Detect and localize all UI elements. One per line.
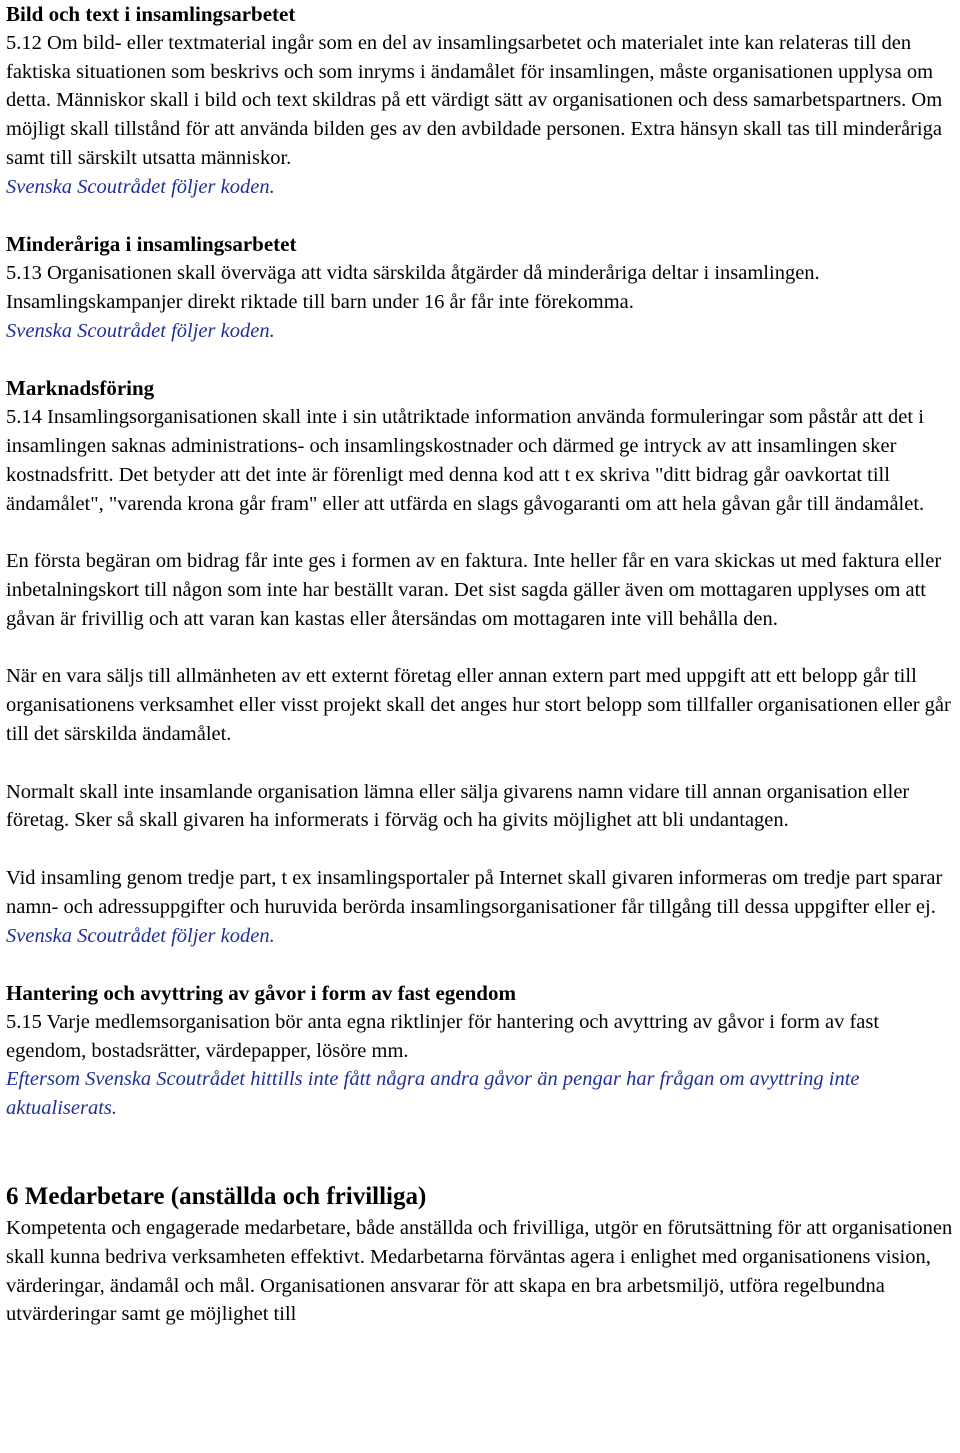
section-note: Svenska Scoutrådet följer koden. <box>6 175 275 198</box>
spacer <box>6 835 954 864</box>
section-note: Svenska Scoutrådet följer koden. <box>6 319 275 342</box>
chapter-body: Kompetenta och engagerade medarbetare, både anställda och frivilliga, utgör en förutsättning för att organisationen skall kunna bedriva verksamheten effektivt. Medarbetarna förväntas agera i enlighet med organisationens vision, värderingar, ändamål och mål. Organisationen ansvarar för att skapa en bra arbetsmiljö, utföra regelbundna utvärderingar samt ge möjlighet till <box>6 1217 953 1326</box>
spacer <box>6 950 954 979</box>
section-image-text <box>6 0 954 202</box>
section-note: Eftersom Svenska Scoutrådet hittills inte fått några andra gåvor än pengar har frågan om avyttring inte aktualiserats. <box>6 1068 860 1120</box>
section-paragraph: Vid insamling genom tredje part, t ex insamlingsportaler på Internet skall givaren informeras om tredje part sparar namn- och adressuppgifter och huruvida berörda insamlingsorganisationer får tillgång till dessa uppgifter eller ej. <box>6 866 943 918</box>
section-note: Svenska Scoutrådet följer koden. <box>6 924 275 947</box>
spacer <box>6 518 954 547</box>
chapter-title: 6 Medarbetare (anställda och frivilliga) <box>6 1183 427 1211</box>
section-paragraph: Normalt skall inte insamlande organisation lämna eller sälja givarens namn vidare till annan organisation eller företag. Sker så skall givaren ha informerats i förväg och ha givits möjlighet att bli undantagen. <box>6 780 910 832</box>
spacer <box>6 634 954 663</box>
section-heading: Bild och text i insamlingsarbetet <box>6 2 296 26</box>
section-minors <box>6 230 954 345</box>
section-heading: Minderåriga i insamlingsarbetet <box>6 232 297 257</box>
section-paragraph: 5.14 Insamlingsorganisationen skall inte i sin utåtriktade information använda formuleringar som påstår att det i insamlingen saknas administrations- och insamlingskostnader och därmed ge intryck av att insamlingen sker kostnadsfritt. Det betyder att det inte är förenligt med denna kod att t ex skriva "ditt bidrag går oavkortat till ändamålet", "varenda krona går fram" eller att utfärda en slags gåvogaranti om att hela gåvan går till ändamålet. <box>6 406 925 515</box>
spacer <box>6 1123 954 1180</box>
section-heading: Marknadsföring <box>6 376 155 401</box>
section-body: 5.13 Organisationen skall överväga att vidta särskilda åtgärder då minderåriga deltar i insamlingen. Insamlingskampanjer direkt riktade till barn under 16 år får inte förekomma. <box>6 262 820 313</box>
spacer <box>6 749 954 778</box>
section-paragraph: En första begäran om bidrag får inte ges i formen av en faktura. Inte heller får en vara skickas ut med faktura eller inbetalningskort till någon som inte har beställt varan. Det sist sagda gäller även om mottagaren upplyses om att gåvan är frivillig och att varan kan kastas eller återsändas om mottagaren inte vill behålla den. <box>6 550 942 630</box>
section-marketing <box>6 374 954 950</box>
section-real-estate-gifts <box>6 979 954 1123</box>
section-body: 5.15 Varje medlemsorganisation bör anta egna riktlinjer för hantering och avyttring av gåvor i form av fast egendom, bostadsrätter, värdepapper, lösöre mm. <box>6 1010 880 1062</box>
section-heading: Hantering och avyttring av gåvor i form av fast egendom <box>6 981 516 1006</box>
section-paragraph: När en vara säljs till allmänheten av ett externt företag eller annan extern part med uppgift att ett belopp går till organisationens verksamhet eller visst projekt skall det anges hur stort belopp som tillfaller organisationen eller går till det särskilda ändamålet. <box>6 665 951 745</box>
spacer <box>6 346 954 375</box>
chapter-staff <box>6 1180 954 1329</box>
spacer <box>6 202 954 231</box>
section-body: 5.12 Om bild- eller textmaterial ingår som en del av insamlingsarbetet och materialet inte kan relateras till den faktiska situationen som beskrivs och som inryms i ändamålet för insamlingen, måste organisationen upplysa om detta. Människor skall i bild och text skildras på ett värdigt sätt av organisationen och dess samarbetspartners. Om möjligt skall tillstånd för att använda bilden ges av den avbildade personen. Extra hänsyn skall tas till minderåriga samt till särskilt utsatta människor. <box>6 31 943 169</box>
